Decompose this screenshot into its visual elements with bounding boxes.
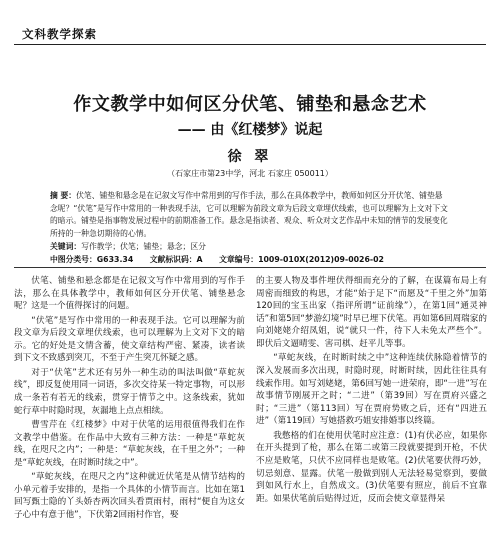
body-left-column	[14, 275, 245, 523]
body-paragraph: 对于“伏笔”艺术还有另外一种生动的叫法叫做“草蛇灰线”，即反复使用同一词语，多次交待某一特定事物，可以形成一条若有若无的线索，贯穿于情节之中。这条线索，犹如蛇行草中时隐时现，灰漏地上点点相续。	[14, 367, 245, 416]
clc-number: 中图分类号：G633.34	[50, 255, 134, 264]
body-paragraph: “草蛇灰线，在咫尺之内”这种就近伏笔是从情节结构的小单元着手安排的，是指一个具体的小情节而言。比如在第1回写甄士隐的丫头娇杏两次回头看贾雨村，雨村“便自为这女子心中有意于他”，下伏第2回雨村作官，娶	[14, 472, 245, 520]
author-name: 徐 翠	[227, 149, 273, 165]
article-number: 文章编号：1009-010X(2012)09-0026-02	[219, 255, 384, 264]
journal-name: 文科教学探索	[22, 27, 97, 41]
body-paragraph: 伏笔、铺垫和悬念都是在记叙文写作中常用到的写作手法，那么在具体教学中，教师如何区分开伏笔、铺垫悬念呢？这是一个值得探讨的问题。	[14, 276, 245, 312]
body-paragraph: “伏笔”是写作中常用的一种表现手法。它可以理解为前段文章为后段文章埋伏线索，也可以理解为上文对下文的暗示。它的好处是文情含蓄，使文章结构严密、紧凑，读者读到下文不致感到突兀，不至于产生突兀怀疑之感。	[14, 315, 245, 364]
keywords	[50, 241, 450, 254]
abstract-label: 摘 要：	[50, 191, 77, 200]
paper-subtitle: —— 由《红楼梦》说起	[177, 122, 323, 138]
body-right-column	[256, 275, 487, 507]
abstract-text: 伏笔、铺垫和悬念是在记叙文写作中常用到的写作手法，那么在具体教学中，教师如何区分开伏笔、铺垫悬念呢？“伏笔”是写作中常用的一种表现手法，它可以理解为前段文章为后段文章埋伏线索，也可以理解为上文对下文的暗示。铺垫是指事物发展过程中的前期准备工作。悬念是指读者、观众、听众对文艺作品中未知的情节的发展变化所持的一种急切期待的心情。	[50, 191, 448, 238]
document-code: 文献标识码：A	[149, 255, 203, 264]
abstract	[50, 190, 450, 240]
body-rule	[14, 267, 486, 268]
keywords-label: 关键词：	[50, 242, 82, 251]
author-affiliation: （石家庄市第23中学，河北 石家庄 050011）	[167, 169, 333, 178]
header-rule	[14, 44, 486, 45]
classification-line	[50, 254, 470, 267]
keywords-text: 写作教学；伏笔；铺垫；悬念；区分	[81, 242, 206, 251]
body-paragraph: “草蛇灰线，在时断时续之中”这种连续伏脉隐着情节的深入发展而多次出现，时隐时现，时断时续，因此往往具有线索作用。如写刘姥姥，第6回写她一进荣府，即“一进”写在故事情节刚展开之时；“二进”（第39回）写在贾府兴盛之时；“三进”（第113回）写在贾府势败之后，还有“四进五进”（第119回）写她搭救巧姐安排婚事以终篇。	[256, 353, 487, 427]
body-paragraph: 我憋格的们在使用伏笔时应注意：(1)有伏必应，如果你在开头提到了枪，那么在第二或第三段就要提到开枪，不伏不应是败笔，只伏不应同样也是败笔。(2)伏笔要伏得巧妙，切忌刻意、显露。伏笔一般做到别人无法轻易觉察到，要做到如风行水上，自然成文。(3)伏笔要有照应，前后不宜靠距。如果伏笔前后贴得过近，反而会使文章显得呆	[256, 430, 487, 504]
paper-title: 作文教学中如何区分伏笔、铺垫和悬念艺术	[73, 94, 427, 115]
body-paragraph: 曹雪芹在《红楼梦》中对于伏笔的运用很值得我们在作文教学中借鉴。在作品中大致有三种方法：一种是“草蛇灰线，在咫尺之内”；一种是：“草蛇灰线，在千里之外”；一种是“草蛇灰线，在时断时续之中”。	[14, 419, 245, 468]
body-paragraph: 的主要人物及事件埋伏得细而充分的了解，在谋篇布局上有周密而细致的构思，才能“始于足下“而愿及“千里之外”加第120回的宝玉出家（指评所谓“证前缘”），在第1回“通灵神话”和第5回“梦游幻境”时早已埋下伏笔。再如第6回周瑞家的向刘姥姥介绍凤姐，说“就只一件，待下人未免太严些个”。即伏后文逼晴雯、害司棋、赶平儿等事。	[256, 276, 487, 349]
